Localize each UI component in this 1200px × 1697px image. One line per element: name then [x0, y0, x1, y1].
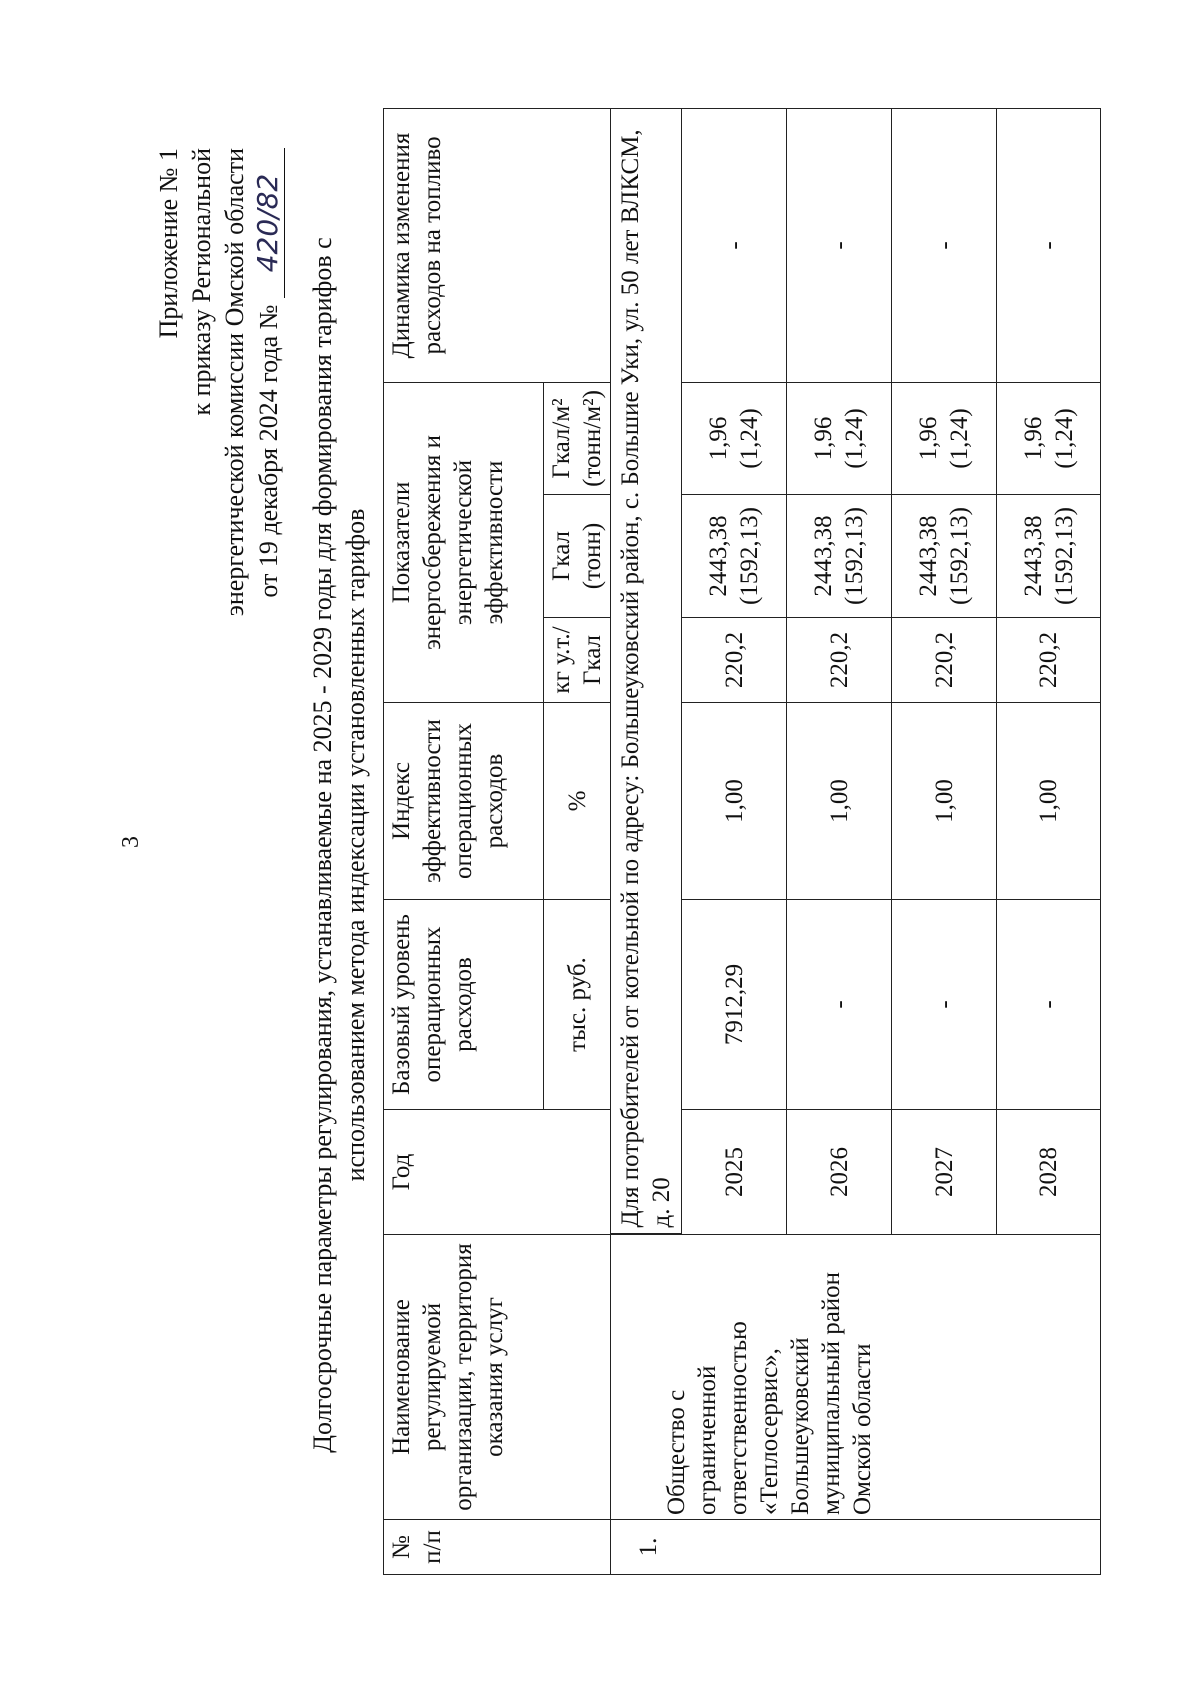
kg-cell: 220,2 — [892, 618, 997, 703]
unit-index: % — [544, 703, 611, 900]
col-header-org: Наименование регулируемой организации, территория оказания услуг — [384, 1235, 611, 1520]
dynamics-cell: - — [997, 108, 1101, 382]
dynamics-cell: - — [682, 108, 787, 382]
index-cell: 1,00 — [682, 703, 787, 900]
kg-cell: 220,2 — [997, 618, 1101, 703]
year-cell: 2025 — [682, 1110, 787, 1235]
title-line: использованием метода индексации установленных тарифов — [341, 508, 370, 1182]
header-line — [251, 148, 285, 708]
kg-cell: 220,2 — [682, 618, 787, 703]
col-header-base: Базовый уровень операционных расходов — [384, 900, 544, 1110]
caption-row — [611, 108, 682, 1574]
base-cell: 7912,29 — [682, 900, 787, 1110]
gcal-cell: 2443,38 (1592,13) — [787, 495, 892, 618]
gcal-m2-cell: 1,96 (1,24) — [892, 382, 997, 494]
col-header-index: Индекс эффективности операционных расходов — [384, 703, 544, 900]
unit-gcal-m2: Гкал/м² (тонн/м²) — [544, 382, 611, 494]
col-header-num: № п/п — [384, 1520, 611, 1575]
gcal-cell: 2443,38 (1592,13) — [997, 495, 1101, 618]
year-cell: 2027 — [892, 1110, 997, 1235]
base-cell: - — [787, 900, 892, 1110]
year-cell: 2028 — [997, 1110, 1101, 1235]
row-number: 1. — [611, 1520, 1101, 1575]
unit-base: тыс. руб. — [544, 900, 611, 1110]
parameters-table — [383, 108, 1101, 1575]
year-cell: 2026 — [787, 1110, 892, 1235]
header-line: энергетической комиссии Омской области — [220, 148, 249, 617]
order-date: от 19 декабря 2024 года № — [254, 304, 283, 598]
header-line: к приказу Региональной — [187, 148, 216, 416]
section-caption: Для потребителей от котельной по адресу: Большеуковский район, с. Большие Уки, ул. 50 лет ВЛКСМ, д. 20 — [611, 108, 682, 1234]
order-number-handwritten: 420/82 — [251, 148, 285, 298]
col-header-year: Год — [384, 1110, 611, 1235]
header-row — [384, 108, 544, 1574]
index-cell: 1,00 — [997, 703, 1101, 900]
unit-kg: кг у.т./ Гкал — [544, 618, 611, 703]
gcal-m2-cell: 1,96 (1,24) — [682, 382, 787, 494]
dynamics-cell: - — [892, 108, 997, 382]
base-cell: - — [997, 900, 1101, 1110]
col-header-energy: Показатели энергосбережения и энергетической эффективности — [384, 382, 544, 702]
gcal-m2-cell: 1,96 (1,24) — [997, 382, 1101, 494]
parameters-table-wrap — [383, 108, 1101, 1575]
index-cell: 1,00 — [787, 703, 892, 900]
unit-gcal: Гкал (тонн) — [544, 495, 611, 618]
appendix-header — [152, 148, 285, 708]
title-line: Долгосрочные параметры регулирования, устанавливаемые на 2025 - 2029 годы для формирования тарифов с — [308, 237, 337, 1453]
document-title — [306, 180, 372, 1510]
index-cell: 1,00 — [892, 703, 997, 900]
col-header-dynamics: Динамика изменения расходов на топливо — [384, 108, 611, 382]
organization-cell: Общество с ограниченной ответственностью «Теплосервис», Большеуковский муниципальный район Омской области — [611, 1235, 1101, 1520]
gcal-cell: 2443,38 (1592,13) — [682, 495, 787, 618]
kg-cell: 220,2 — [787, 618, 892, 703]
gcal-cell: 2443,38 (1592,13) — [892, 495, 997, 618]
header-line: Приложение № 1 — [154, 148, 183, 339]
page-number: 3 — [118, 836, 144, 848]
base-cell: - — [892, 900, 997, 1110]
gcal-m2-cell: 1,96 (1,24) — [787, 382, 892, 494]
dynamics-cell: - — [787, 108, 892, 382]
